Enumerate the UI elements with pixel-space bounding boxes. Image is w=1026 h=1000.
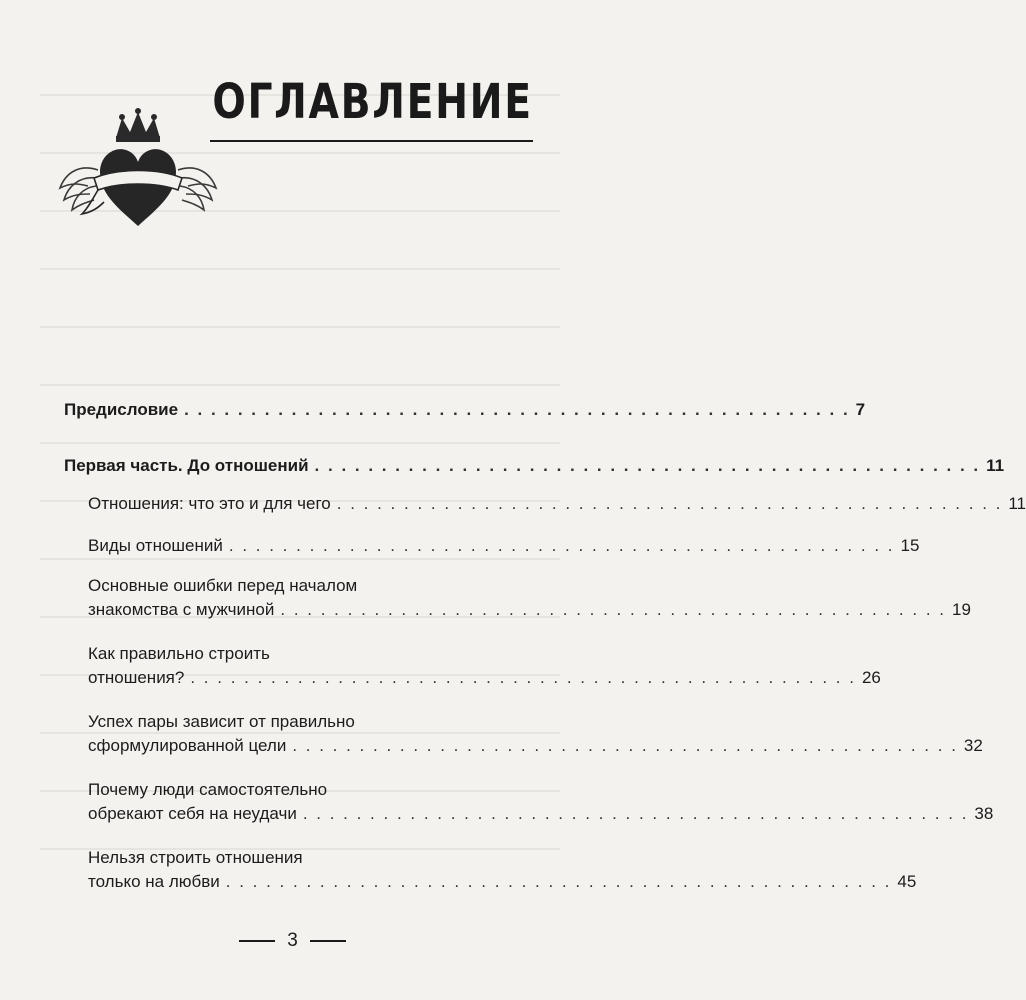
- crowned-winged-heart-icon: [58, 108, 218, 238]
- toc-entry-title-line1: Как правильно строить: [88, 644, 270, 663]
- dot-leader: . . . . . . . . . . . . . . . . . . . . . . . . . . . . . . . . . . . . . . . . . . . . . . . . . .: [190, 668, 856, 687]
- toc-entry-page: 32: [963, 736, 983, 755]
- toc-entry-title: Отношения: что это и для чего: [88, 494, 331, 513]
- toc-entry[interactable]: [88, 642, 881, 690]
- toc-entry-title-line1: Успех пары зависит от правильно: [88, 712, 355, 731]
- toc-entry-title: знакомства с мужчиной: [88, 600, 275, 619]
- toc-entry-page: 11: [1008, 494, 1026, 513]
- toc-entry-title-line1: Почему люди самостоятельно: [88, 780, 328, 799]
- toc-entry-page: 7: [855, 400, 866, 419]
- toc-entry-title: сформулированной цели: [88, 736, 287, 755]
- page-number: 3: [287, 930, 298, 951]
- dot-leader: . . . . . . . . . . . . . . . . . . . . . . . . . . . . . . . . . . . . . . . . . . . . . . . . . .: [336, 494, 1003, 513]
- footer-dash-left: [239, 940, 275, 942]
- dot-leader: . . . . . . . . . . . . . . . . . . . . . . . . . . . . . . . . . . . . . . . . . . . . . . . . . .: [314, 456, 981, 475]
- toc-entry-page: 15: [900, 536, 920, 555]
- footer-dash-right: [310, 940, 346, 942]
- toc-entry-page: 45: [897, 872, 917, 891]
- toc-entry[interactable]: [88, 534, 920, 558]
- toc-entry-page: 11: [986, 456, 1005, 475]
- toc-entry-title: только на любви: [88, 872, 220, 891]
- toc-entry[interactable]: [88, 778, 994, 826]
- toc-entry-title: Предисловие: [64, 400, 179, 419]
- toc-entry[interactable]: [88, 574, 971, 622]
- toc-entry[interactable]: [64, 398, 866, 422]
- toc-entry-page: 19: [951, 600, 971, 619]
- title-rule: [210, 140, 533, 142]
- toc-entry-title-line1: Основные ошибки перед началом: [88, 576, 358, 595]
- page-footer: [0, 930, 585, 952]
- toc-entry[interactable]: [88, 492, 1026, 516]
- toc-entry[interactable]: [64, 454, 1005, 478]
- toc-entry-page: 38: [974, 804, 994, 823]
- toc-entry-title: обрекают себя на неудачи: [88, 804, 297, 823]
- toc-entry-title-line1: Нельзя строить отношения: [88, 848, 303, 867]
- toc-entry-page: 26: [861, 668, 881, 687]
- toc-entry-title: Первая часть. До отношений: [64, 456, 309, 475]
- page-title: ОГЛАВЛЕНИЕ: [212, 74, 533, 130]
- toc-entry-title: Виды отношений: [88, 536, 223, 555]
- dot-leader: . . . . . . . . . . . . . . . . . . . . . . . . . . . . . . . . . . . . . . . . . . . . . . . . . .: [225, 872, 892, 891]
- dot-leader: . . . . . . . . . . . . . . . . . . . . . . . . . . . . . . . . . . . . . . . . . . . . . . . . . .: [280, 600, 946, 619]
- dot-leader: . . . . . . . . . . . . . . . . . . . . . . . . . . . . . . . . . . . . . . . . . . . . . . . . . .: [302, 804, 969, 823]
- dot-leader: . . . . . . . . . . . . . . . . . . . . . . . . . . . . . . . . . . . . . . . . . . . . . . . . . .: [292, 736, 958, 755]
- toc-entry-title: отношения?: [88, 668, 185, 687]
- toc-entry[interactable]: [88, 846, 917, 894]
- toc-entry[interactable]: [88, 710, 983, 758]
- dot-leader: . . . . . . . . . . . . . . . . . . . . . . . . . . . . . . . . . . . . . . . . . . . . . . . . . .: [228, 536, 895, 555]
- dot-leader: . . . . . . . . . . . . . . . . . . . . . . . . . . . . . . . . . . . . . . . . . . . . . . . . . .: [184, 400, 850, 419]
